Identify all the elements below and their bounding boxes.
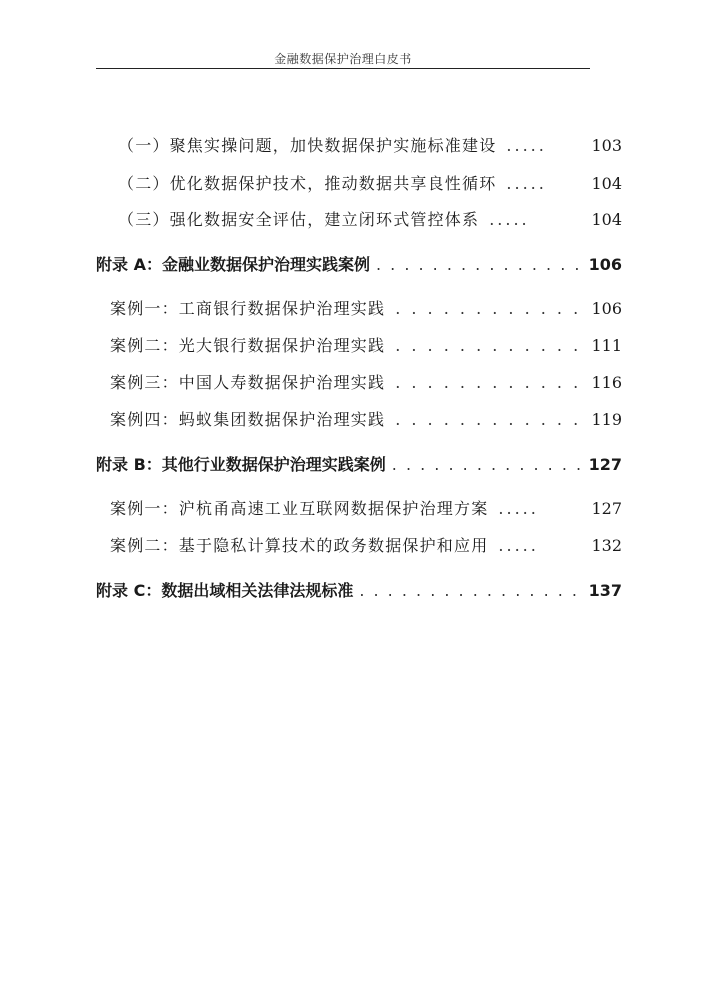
toc-case-entry[interactable]	[110, 407, 622, 431]
toc-leader	[506, 136, 583, 155]
toc-leader	[376, 255, 581, 274]
toc-entry-label: 附录 B：其他行业数据保护治理实践案例	[96, 455, 386, 474]
toc-leader	[395, 410, 583, 429]
toc-entry-label: 案例一：工商银行数据保护治理实践	[110, 299, 386, 318]
toc-entry-page: 137	[588, 581, 622, 600]
toc-entry-page: 119	[591, 410, 622, 429]
toc-entry-page: 106	[588, 255, 622, 274]
toc-entry-label: 案例二：光大银行数据保护治理实践	[110, 336, 386, 355]
toc-case-entry[interactable]	[110, 296, 622, 320]
toc-case-entry[interactable]	[110, 533, 622, 557]
toc-entry-page: 127	[591, 499, 622, 518]
toc-entry-page: 132	[591, 536, 622, 555]
toc-leader	[392, 455, 581, 474]
toc-entry-label: （三）强化数据安全评估，建立闭环式管控体系	[118, 210, 480, 229]
toc-entry-label: 案例四：蚂蚁集团数据保护治理实践	[110, 410, 386, 429]
toc-entry[interactable]	[118, 207, 622, 231]
toc-leader	[395, 336, 583, 355]
toc-appendix-c[interactable]	[96, 578, 622, 602]
running-header: 金融数据保护治理白皮书	[274, 52, 412, 66]
toc-entry-label: 案例三：中国人寿数据保护治理实践	[110, 373, 386, 392]
toc-entry[interactable]	[118, 171, 622, 195]
toc-appendix-a[interactable]	[96, 252, 622, 276]
toc-leader	[506, 174, 583, 193]
toc-entry-label: 附录 C：数据出域相关法律法规标准	[96, 581, 354, 600]
toc-entry-page: 116	[591, 373, 622, 392]
toc-leader	[395, 299, 583, 318]
toc-entry-page: 104	[591, 210, 622, 229]
toc-leader	[359, 581, 580, 600]
toc-appendix-b[interactable]	[96, 452, 622, 476]
toc-entry-label: 案例二：基于隐私计算技术的政务数据保护和应用	[110, 536, 489, 555]
toc-case-entry[interactable]	[110, 370, 622, 394]
toc-entry-label: （二）优化数据保护技术，推动数据共享良性循环	[118, 174, 497, 193]
toc-leader	[395, 373, 583, 392]
toc-entry-page: 127	[588, 455, 622, 474]
toc-entry-page: 104	[591, 174, 622, 193]
toc-case-entry[interactable]	[110, 496, 622, 520]
toc-leader	[498, 499, 583, 518]
toc-leader	[489, 210, 583, 229]
toc-entry[interactable]	[118, 133, 622, 157]
toc-leader	[498, 536, 583, 555]
toc-entry-page: 103	[591, 136, 622, 155]
toc-entry-page: 111	[591, 336, 622, 355]
toc-entry-page: 106	[591, 299, 622, 318]
toc-entry-label: （一）聚焦实操问题，加快数据保护实施标准建设	[118, 136, 497, 155]
toc-entry-label: 案例一：沪杭甬高速工业互联网数据保护治理方案	[110, 499, 489, 518]
toc-case-entry[interactable]	[110, 333, 622, 357]
toc-entry-label: 附录 A：金融业数据保护治理实践案例	[96, 255, 370, 274]
